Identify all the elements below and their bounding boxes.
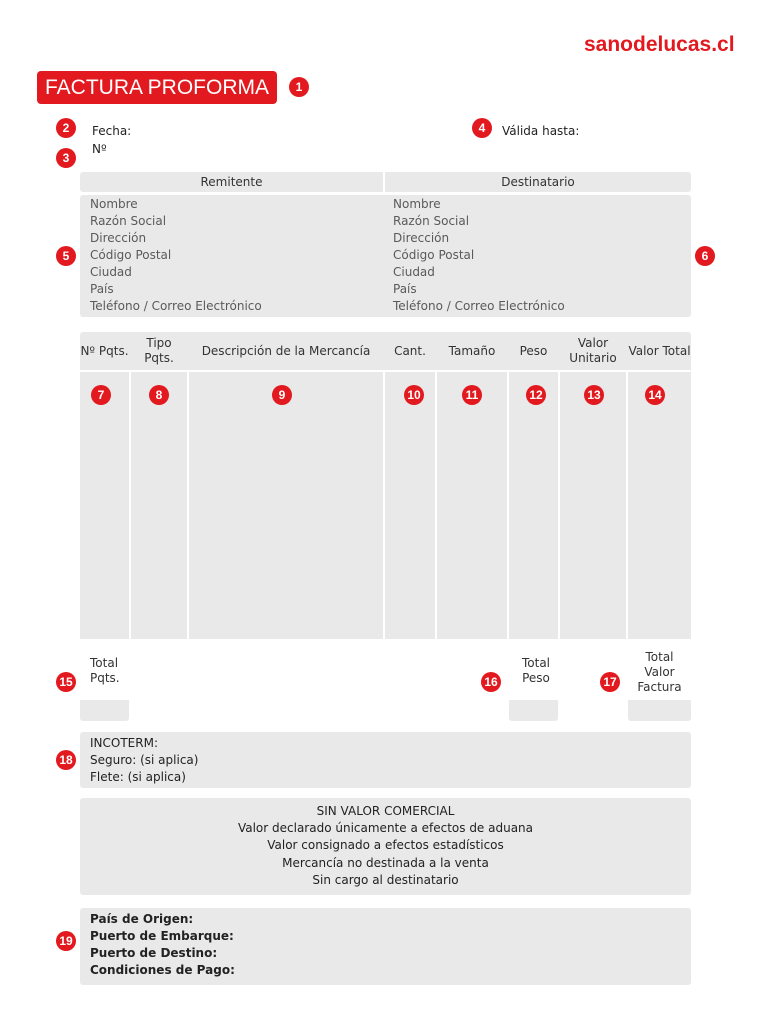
sin-valor-text <box>80 803 691 889</box>
marker-13: 13 <box>584 385 604 405</box>
destinatario-pais: País <box>393 282 417 296</box>
marker-1: 1 <box>289 77 309 97</box>
body-col-num-pqts <box>80 372 129 639</box>
destinatario-ciudad: Ciudad <box>393 265 435 279</box>
col-valor-total: Valor Total <box>628 343 691 358</box>
col-descripcion: Descripción de la Mercancía <box>201 343 371 358</box>
col-tamano: Tamaño <box>448 343 496 358</box>
destinatario-header: Destinatario <box>385 172 691 192</box>
flete-label: Flete: (si aplica) <box>90 770 186 784</box>
body-col-peso <box>509 372 558 639</box>
body-col-tamano <box>437 372 507 639</box>
marker-9: 9 <box>272 385 292 405</box>
col-peso: Peso <box>519 343 548 358</box>
incoterm-text <box>90 735 198 786</box>
total-peso-text: Total Peso <box>521 656 551 685</box>
destinatario-codigo-postal: Código Postal <box>393 248 475 262</box>
remitente-contacto: Teléfono / Correo Electrónico <box>90 299 262 313</box>
document-title: FACTURA PROFORMA <box>37 71 277 104</box>
col-num-pqts: Nº Pqts. <box>80 343 129 358</box>
body-col-valor-unitario <box>560 372 626 639</box>
col-cant: Cant. <box>394 343 426 358</box>
total-valor-label <box>628 646 691 698</box>
marker-15: 15 <box>56 672 76 692</box>
remitente-razon-social: Razón Social <box>90 214 167 228</box>
marker-17: 17 <box>600 672 620 692</box>
marker-3: 3 <box>56 148 76 168</box>
remitente-pais: País <box>90 282 114 296</box>
marker-16: 16 <box>481 672 501 692</box>
sin-cargo: Sin cargo al destinatario <box>312 872 459 887</box>
marker-4: 4 <box>472 118 492 138</box>
puerto-destino-label: Puerto de Destino: <box>90 946 218 960</box>
numero-label: Nº <box>92 142 107 156</box>
destinatario-razon-social: Razón Social <box>393 214 470 228</box>
marker-18: 18 <box>56 750 76 770</box>
marker-6: 6 <box>695 246 715 266</box>
body-col-tipo-pqts <box>131 372 187 639</box>
marker-2: 2 <box>56 118 76 138</box>
brand-logo: sanodelucas.cl <box>584 33 735 56</box>
seguro-label: Seguro: (si aplica) <box>90 753 199 767</box>
destinatario-nombre: Nombre <box>393 197 441 211</box>
remitente-header: Remitente <box>80 172 383 192</box>
marker-10: 10 <box>404 385 424 405</box>
remitente-direccion: Dirección <box>90 231 147 245</box>
incoterm-label: INCOTERM: <box>90 736 158 750</box>
sin-valor-comercial: SIN VALOR COMERCIAL <box>316 804 455 818</box>
marker-8: 8 <box>149 385 169 405</box>
marker-7: 7 <box>91 385 111 405</box>
condiciones-pago-label: Condiciones de Pago: <box>90 963 235 977</box>
destinatario-fields <box>393 196 565 315</box>
remitente-fields <box>90 196 262 315</box>
total-peso-label <box>509 652 563 690</box>
total-pqts-text: Total Pqts. <box>90 656 120 685</box>
body-col-valor-total <box>628 372 691 639</box>
col-valor-unitario: Valor Unitario <box>569 336 617 365</box>
destinatario-contacto: Teléfono / Correo Electrónico <box>393 299 565 313</box>
puerto-embarque-label: Puerto de Embarque: <box>90 929 234 943</box>
destinatario-direccion: Dirección <box>393 231 450 245</box>
total-pqts-label <box>80 652 142 690</box>
total-valor-text: Total Valor Factura <box>637 649 682 694</box>
marker-19: 19 <box>56 931 76 951</box>
total-valor-box <box>628 700 691 721</box>
total-pqts-box <box>80 700 129 721</box>
body-col-cant <box>385 372 435 639</box>
pais-origen-label: País de Origen: <box>90 912 194 926</box>
valida-hasta-label: Válida hasta: <box>502 124 580 138</box>
valor-consignado: Valor consignado a efectos estadísticos <box>267 838 504 853</box>
mercancia-no-venta: Mercancía no destinada a la venta <box>282 855 489 870</box>
marker-14: 14 <box>645 385 665 405</box>
marker-12: 12 <box>526 385 546 405</box>
marker-5: 5 <box>56 246 76 266</box>
fecha-label: Fecha: <box>92 124 132 138</box>
col-tipo-pqts: Tipo Pqts. <box>144 336 174 365</box>
marker-11: 11 <box>462 385 482 405</box>
body-col-descripcion <box>189 372 383 639</box>
remitente-codigo-postal: Código Postal <box>90 248 172 262</box>
total-peso-box <box>509 700 558 721</box>
remitente-ciudad: Ciudad <box>90 265 132 279</box>
origin-text <box>90 911 235 979</box>
remitente-nombre: Nombre <box>90 197 138 211</box>
valor-declarado: Valor declarado únicamente a efectos de aduana <box>237 821 534 836</box>
